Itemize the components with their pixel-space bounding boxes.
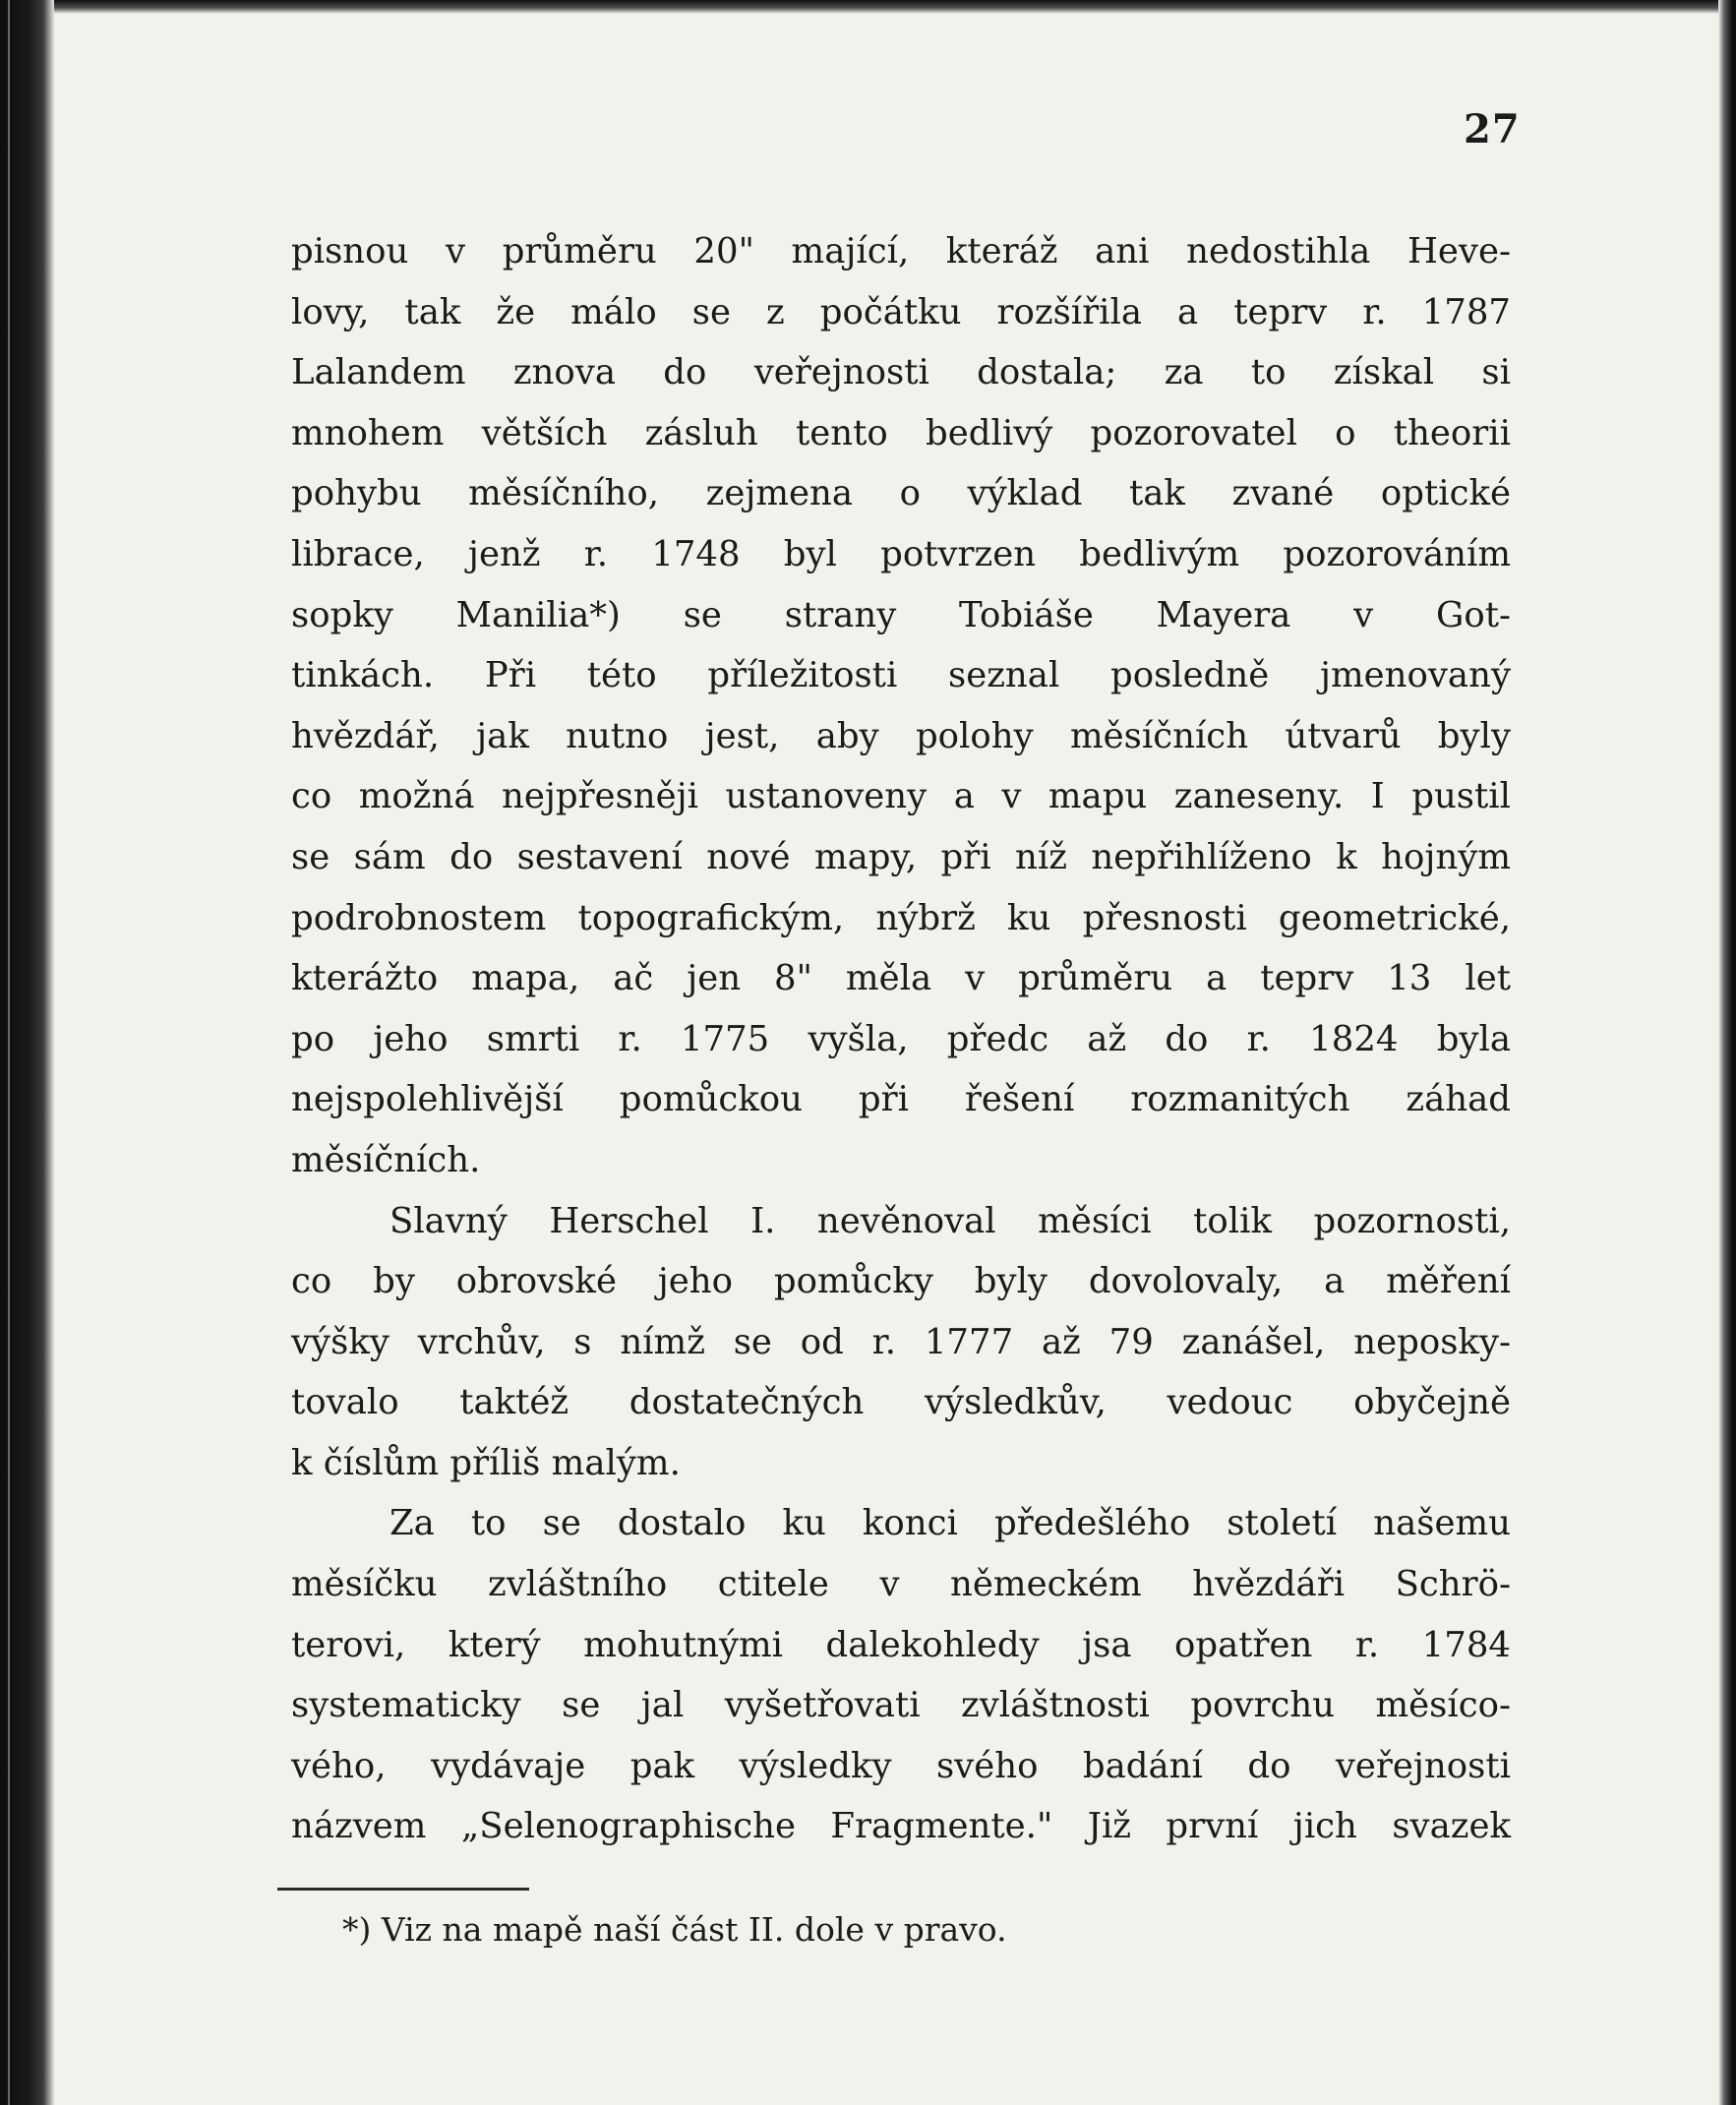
text-line: co by obrovské jeho pomůcky byly dovolovaly, a měření	[291, 1261, 1511, 1302]
text-line: systematicky se jal vyšetřovati zvláštnosti povrchu měsíco-	[291, 1685, 1511, 1726]
text-line: tinkách. Při této příležitosti seznal posledně jmenovaný	[291, 655, 1511, 696]
text-line: podrobnostem topografickým, nýbrž ku přesnosti geometrické,	[291, 897, 1511, 938]
text-line: vého, vydávaje pak výsledky svého badání do veřejnosti	[291, 1745, 1511, 1786]
text-line: lovy, tak že málo se z počátku rozšířila a teprv r. 1787	[291, 291, 1511, 332]
text-line: Lalandem znova do veřejnosti dostala; za to získal si	[291, 352, 1511, 393]
page-top-edge	[0, 0, 1736, 14]
text-line: terovi, který mohutnými dalekohledy jsa opatřen r. 1784	[291, 1624, 1511, 1665]
body-text	[291, 221, 1511, 1857]
text-line: měsíčních.	[291, 1139, 481, 1180]
text-line: nejspolehlivější pomůckou při řešení rozmanitých záhad	[291, 1079, 1511, 1120]
footnote: *) Viz na mapě naší část II. dole v pravo.	[342, 1910, 1007, 1949]
text-line: Za to se dostalo ku konci předešlého století našemu	[389, 1503, 1511, 1544]
text-line: kterážto mapa, ač jen 8" měla v průměru a teprv 13 let	[291, 958, 1511, 999]
text-line: se sám do sestavení nové mapy, při níž nepřihlíženo k hojným	[291, 836, 1511, 877]
text-line: Slavný Herschel I. nevěnoval měsíci tolik pozornosti,	[389, 1200, 1511, 1241]
text-line: pisnou v průměru 20" mající, kteráž ani nedostihla Heve-	[291, 231, 1511, 271]
text-line: co možná nejpřesněji ustanoveny a v mapu zaneseny. I pustil	[291, 776, 1511, 817]
text-line: mnohem větších zásluh tento bedlivý pozorovatel o theorii	[291, 412, 1511, 453]
binding-line	[8, 0, 10, 2105]
text-line: názvem „Selenographische Fragmente." Již první jich svazek	[291, 1806, 1511, 1847]
text-line: sopky Manilia*) se strany Tobiáše Mayera v Got-	[291, 594, 1511, 635]
text-line: výšky vrchův, s nímž se od r. 1777 až 79 zanášel, neposky-	[291, 1321, 1511, 1362]
text-line: k číslům příliš malým.	[291, 1442, 681, 1483]
paragraph	[291, 221, 1511, 1191]
text-line: tovalo taktéž dostatečných výsledkův, vedouc obyčejně	[291, 1382, 1511, 1423]
footnote-rule	[277, 1888, 529, 1891]
page-number: 27	[1464, 106, 1521, 152]
paragraph	[291, 1191, 1511, 1494]
text-line: měsíčku zvláštního ctitele v německém hvězdáři Schrö-	[291, 1564, 1511, 1605]
page-right-edge	[1718, 0, 1736, 2105]
text-line: librace, jenž r. 1748 byl potvrzen bedlivým pozorováním	[291, 533, 1511, 574]
text-line: hvězdář, jak nutno jest, aby polohy měsíčních útvarů byly	[291, 715, 1511, 756]
text-line: pohybu měsíčního, zejmena o výklad tak zvané optické	[291, 473, 1511, 514]
text-line: po jeho smrti r. 1775 vyšla, předc až do r. 1824 byla	[291, 1018, 1511, 1059]
paragraph	[291, 1493, 1511, 1857]
